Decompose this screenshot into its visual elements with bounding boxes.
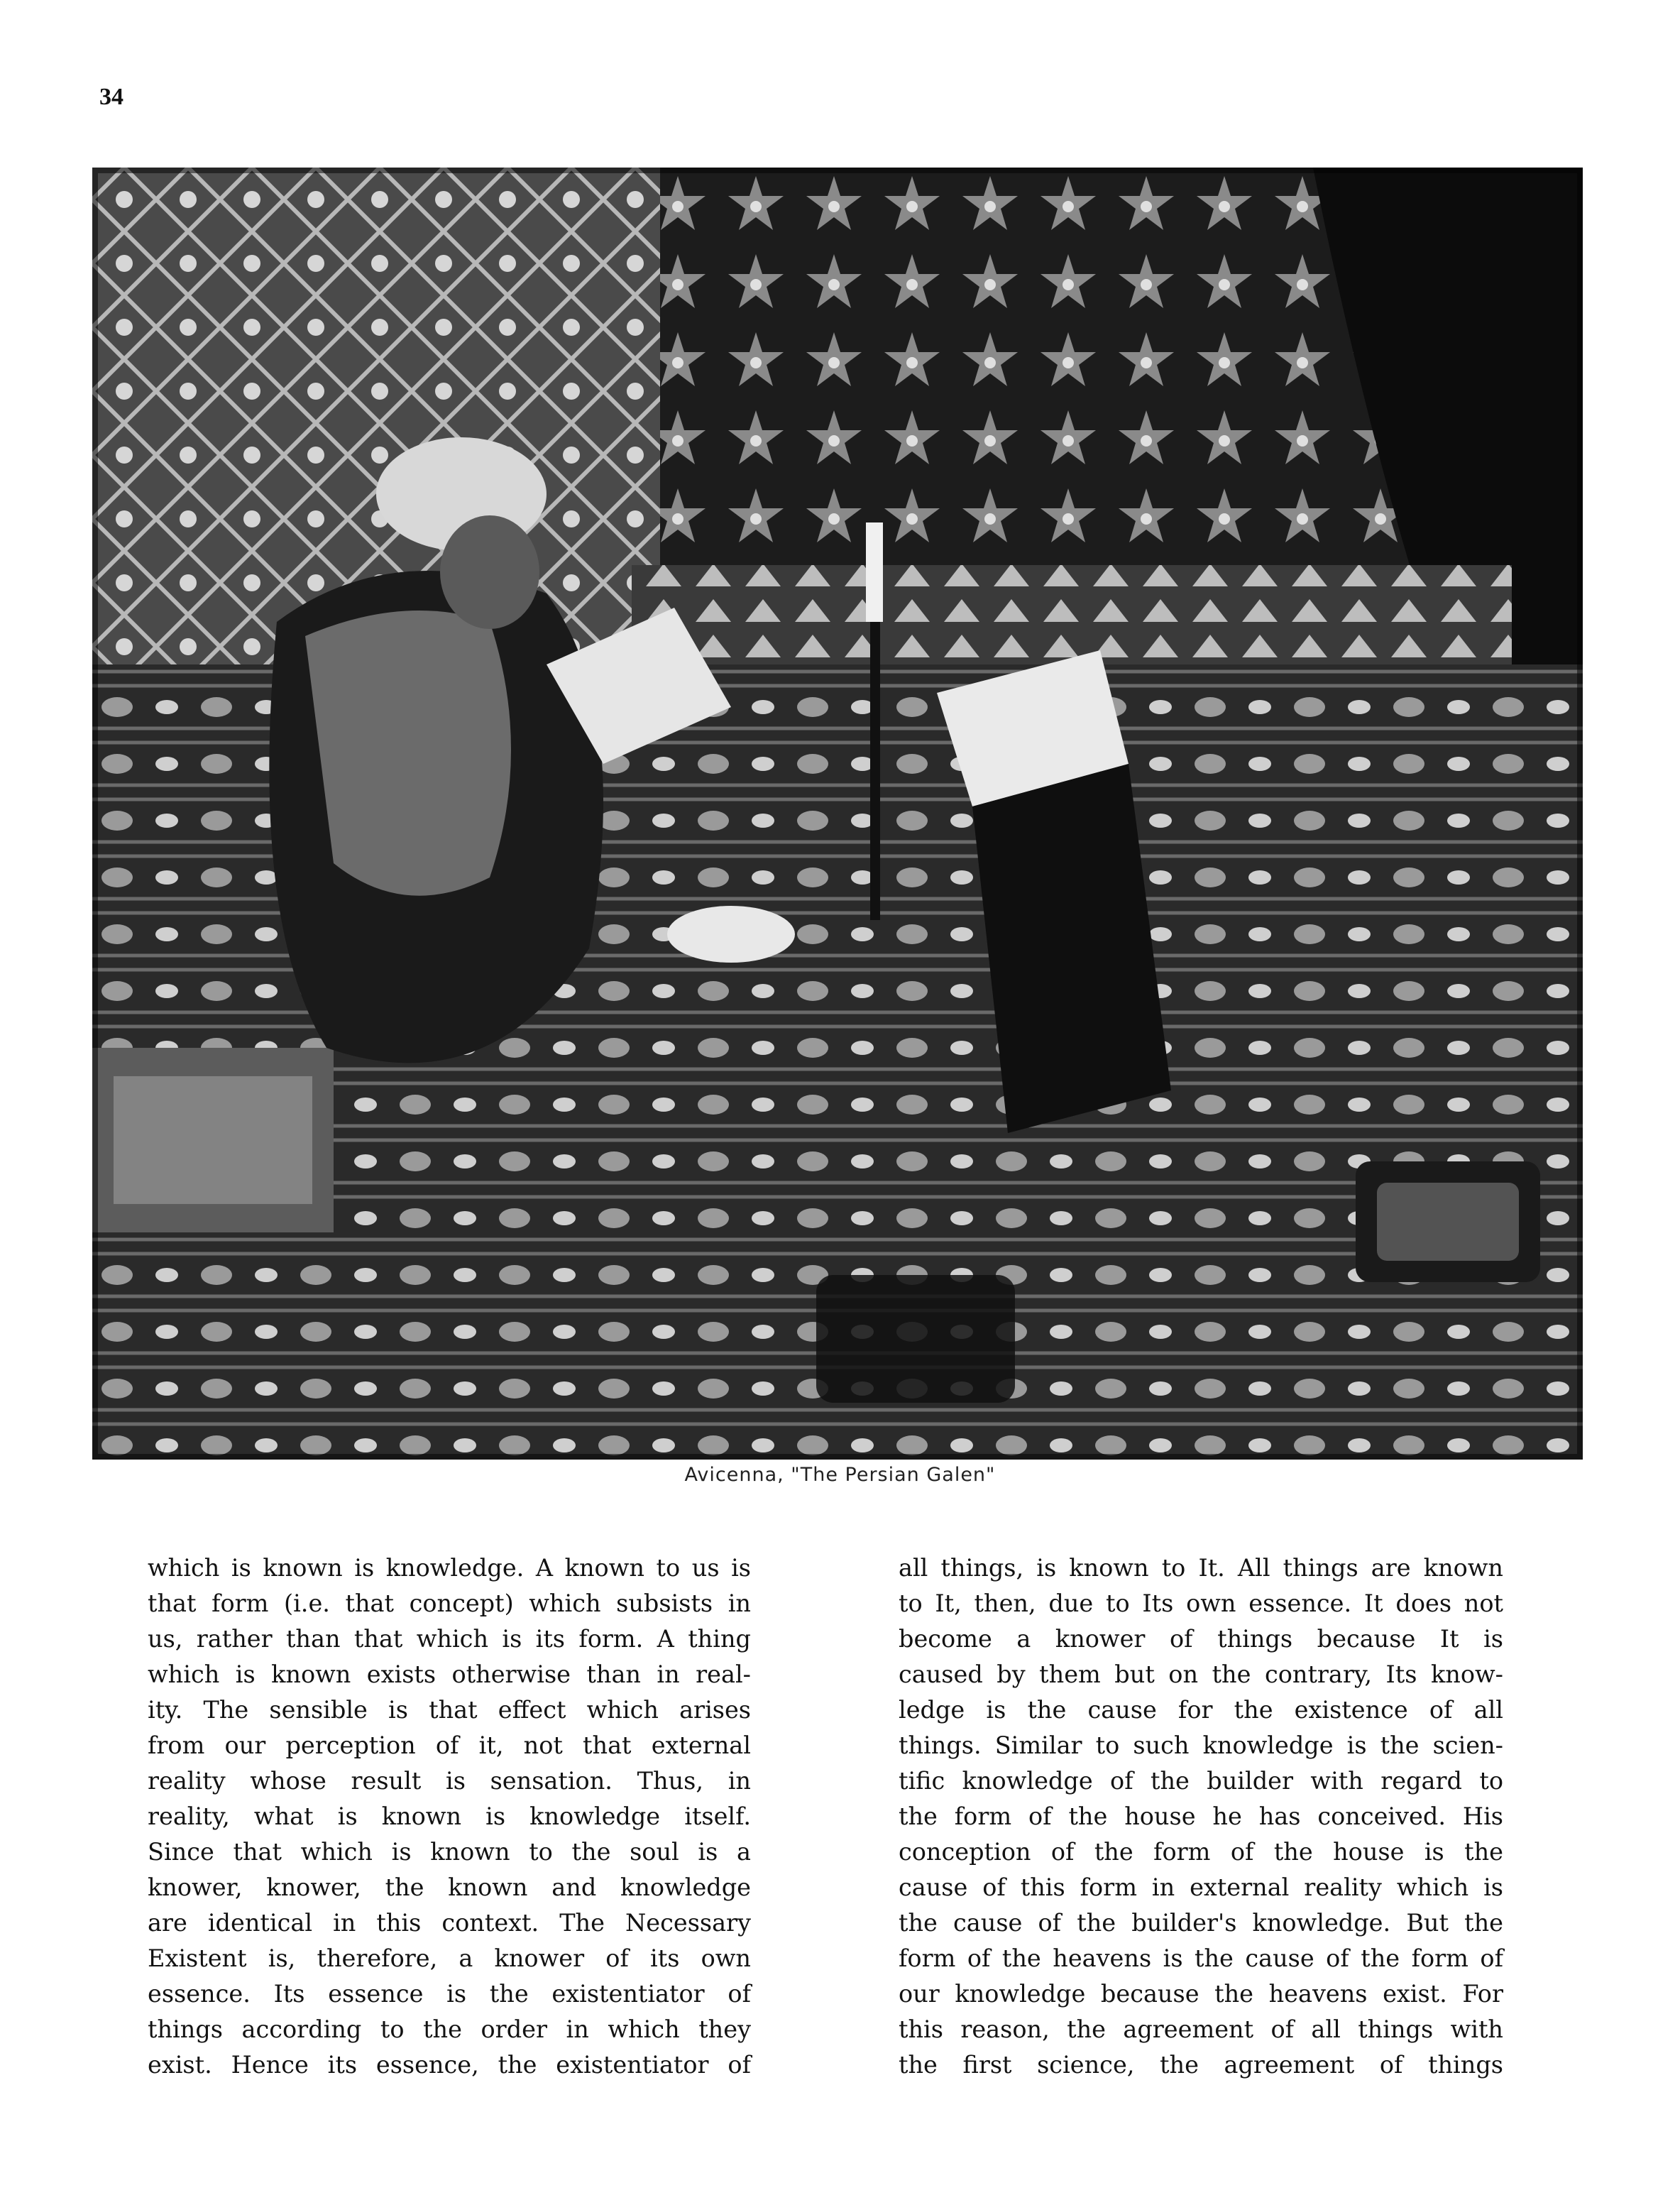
- text-line: which is known is knowledge. A known to us is: [148, 1554, 751, 1582]
- text-line: that form (i.e. that concept) which subsists in: [148, 1589, 751, 1617]
- text-line: knower, knower, the known and knowledge: [148, 1873, 751, 1901]
- text-line: are identical in this context. The Necessary: [148, 1909, 751, 1937]
- text-line: Since that which is known to the soul is a: [148, 1838, 751, 1866]
- text-line: all things, is known to It. All things are known: [899, 1554, 1503, 1582]
- text-line: the form of the house he has conceived. His: [899, 1802, 1503, 1830]
- text-line: caused by them but on the contrary, Its know-: [899, 1660, 1503, 1688]
- text-line: form of the heavens is the cause of the form of: [899, 1944, 1503, 1972]
- text-line: conception of the form of the house is the: [899, 1838, 1503, 1866]
- text-line: Existent is, therefore, a knower of its own: [148, 1944, 751, 1972]
- text-line: exist. Hence its essence, the existentiator of: [148, 2051, 751, 2079]
- text-line: cause of this form in external reality which is: [899, 1873, 1503, 1901]
- text-line: the cause of the builder's knowledge. But the: [899, 1909, 1503, 1937]
- text-line: from our perception of it, not that external: [148, 1731, 751, 1759]
- text-line: ity. The sensible is that effect which arises: [148, 1696, 751, 1724]
- text-line: things. Similar to such knowledge is the scien-: [899, 1731, 1503, 1759]
- text-line: essence. Its essence is the existentiator of: [148, 1980, 751, 2008]
- page-number: 34: [99, 84, 123, 110]
- photograph-icon: [92, 168, 1583, 1460]
- avicenna-photograph: [92, 168, 1583, 1460]
- text-line: become a knower of things because It is: [899, 1625, 1503, 1653]
- text-line: things according to the order in which they: [148, 2015, 751, 2043]
- right-text-column: [899, 1550, 1503, 2083]
- text-line: this reason, the agreement of all things with: [899, 2015, 1503, 2043]
- text-line: which is known exists otherwise than in real-: [148, 1660, 751, 1688]
- text-line: reality, what is known is knowledge itself.: [148, 1802, 751, 1830]
- text-line: us, rather than that which is its form. A thing: [148, 1625, 751, 1653]
- text-line: tific knowledge of the builder with regard to: [899, 1767, 1503, 1795]
- text-line: to It, then, due to Its own essence. It does not: [899, 1589, 1503, 1617]
- text-line: reality whose result is sensation. Thus, in: [148, 1767, 751, 1795]
- text-line: the first science, the agreement of things: [899, 2051, 1503, 2079]
- text-line: our knowledge because the heavens exist. For: [899, 1980, 1503, 2008]
- text-line: ledge is the cause for the existence of all: [899, 1696, 1503, 1724]
- figure-caption: Avicenna, "The Persian Galen": [684, 1464, 996, 1486]
- left-text-column: [148, 1550, 751, 2083]
